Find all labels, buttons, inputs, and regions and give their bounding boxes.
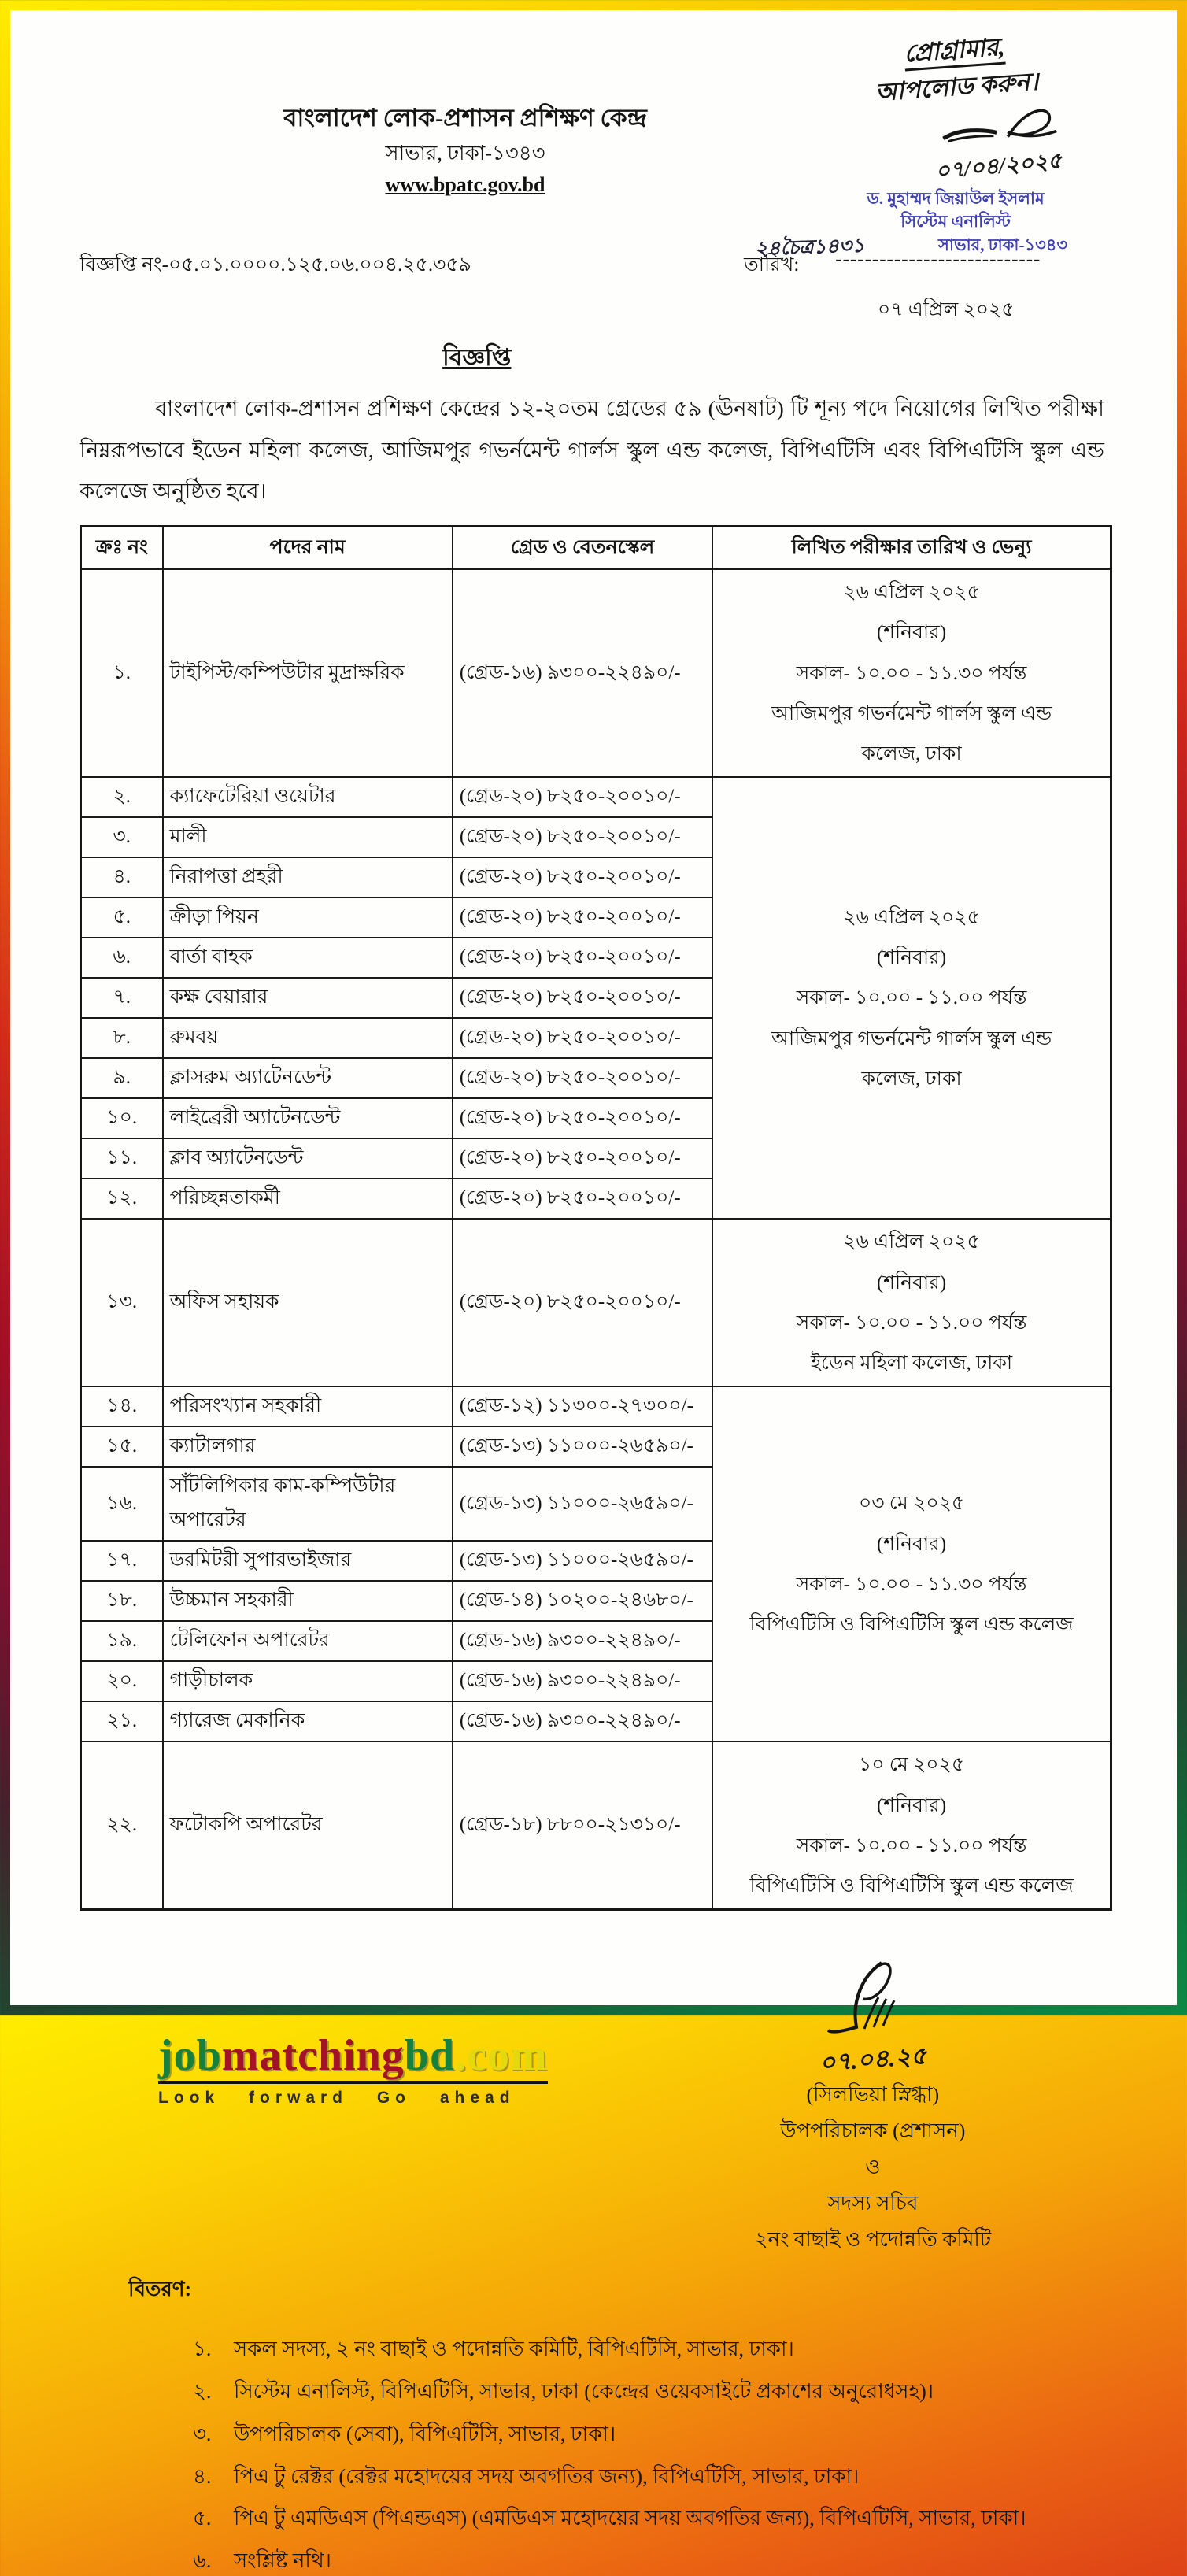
cell-grade-pay: (গ্রেড-১৬) ৯৩০০-২২৪৯০/- [453, 1701, 712, 1741]
page-title: বিজ্ঞপ্তি [442, 344, 512, 371]
signatory-conjunction: ও [865, 2156, 881, 2179]
cell-serial: ৬. [81, 938, 163, 978]
cell-exam-date-venue: ২৬ এপ্রিল ২০২৫ (শনিবার) সকাল- ১০.০০ - ১১.৩০ পর্যন্ত আজিমপুর গভর্নমেন্ট গার্লস স্কুল এন্ড কলেজ, ঢাকা [712, 569, 1111, 777]
cell-post-name: ডরমিটরী সুপারভাইজার [163, 1541, 453, 1581]
distribution-item-text: সিস্টেম এনালিস্ট, বিপিএটিসি, সাভার, ঢাকা (কেন্দ্রের ওয়েবসাইটে প্রকাশের অনুরোধসহ)। [234, 2380, 934, 2404]
cell-post-name: ক্রীড়া পিয়ন [163, 898, 453, 938]
handwritten-annotation-block [754, 32, 1141, 261]
handwritten-line1: প্রোগ্রামার, [903, 33, 1005, 72]
distribution-item-text: সংশ্লিষ্ট নথি। [234, 2548, 331, 2572]
signatory-designation-2: সদস্য সচিব [827, 2191, 919, 2215]
cell-post-name: কক্ষ বেয়ারার [163, 978, 453, 1018]
organization-name: বাংলাদেশ লোক-প্রশাসন প্রশিক্ষণ কেন্দ্র [283, 104, 647, 131]
distribution-item-text: পিএ টু এমডিএস (পিএন্ডএস) (এমডিএস মহোদয়ের সদয় অবগতির জন্য), বিপিএটিসি, সাভার, ঢাকা। [234, 2507, 1026, 2530]
cell-serial: ১৪. [81, 1386, 163, 1427]
table-row [81, 1386, 1111, 1427]
table-header-row [81, 527, 1111, 570]
cell-serial: ১৯. [81, 1621, 163, 1661]
cell-serial: ৭. [81, 978, 163, 1018]
stamp-name: ড. মুহাম্মদ জিয়াউল ইসলাম [867, 189, 1045, 208]
stamp-address: সাভার, ঢাকা-১৩৪৩ [937, 235, 1068, 254]
cell-grade-pay: (গ্রেড-১৬) ৯৩০০-২২৪৯০/- [453, 1621, 712, 1661]
distribution-item-text: উপপরিচালক (সেবা), বিপিএটিসি, সাভার, ঢাকা। [234, 2422, 616, 2445]
cell-grade-pay: (গ্রেড-১৮) ৮৮০০-২১৩১০/- [453, 1741, 712, 1910]
cell-post-name: ক্লাব অ্যাটেনডেন্ট [163, 1138, 453, 1179]
signature-block [755, 1955, 991, 2252]
cell-serial: ২. [81, 777, 163, 817]
table-col-header-1: পদের নাম [163, 527, 453, 570]
logo-tagline: Look forward Go ahead [158, 2089, 516, 2108]
handwritten-line2: আপলোড করুন। [874, 67, 1040, 106]
cell-serial: ১. [81, 569, 163, 777]
cell-post-name: ক্যাফেটেরিয়া ওয়েটার [163, 777, 453, 817]
cell-serial: ২২. [81, 1741, 163, 1910]
cell-post-name: ক্লাসরুম অ্যাটেনডেন্ট [163, 1058, 453, 1098]
logo-wordmark [158, 2030, 548, 2084]
distribution-item-text: সকল সদস্য, ২ নং বাছাই ও পদোন্নতি কমিটি, বিপিএটিসি, সাভার, ঢাকা। [234, 2337, 794, 2361]
cell-grade-pay: (গ্রেড-১৪) ১০২০০-২৪৬৮০/- [453, 1581, 712, 1621]
logo-part: bd [404, 2031, 456, 2081]
organization-address: সাভার, ঢাকা-১৩৪৩ [385, 141, 545, 165]
distribution-section [128, 2273, 1106, 2575]
handwritten-date: ০৭/০৪/২০২৫ [934, 149, 1063, 184]
table-row [81, 777, 1111, 817]
cell-serial: ৪. [81, 857, 163, 898]
exam-schedule-table [80, 525, 1112, 1911]
cell-grade-pay: (গ্রেড-২০) ৮২৫০-২০০১০/- [453, 1138, 712, 1179]
table-row [81, 1741, 1111, 1910]
cell-post-name: উচ্চমান সহকারী [163, 1581, 453, 1621]
cell-post-name: টাইপিস্ট/কম্পিউটার মুদ্রাক্ষরিক [163, 569, 453, 777]
cell-serial: ৮. [81, 1018, 163, 1058]
cell-grade-pay: (গ্রেড-২০) ৮২৫০-২০০১০/- [453, 857, 712, 898]
distribution-item [193, 2419, 1106, 2449]
cell-serial: ১৮. [81, 1581, 163, 1621]
cell-grade-pay: (গ্রেড-২০) ৮২৫০-২০০১০/- [453, 777, 712, 817]
handwritten-bangla-date: ২৪চৈত্র১৪৩১ [754, 235, 865, 261]
stamp-title: সিস্টেম এনালিস্ট [900, 212, 1011, 231]
cell-post-name: নিরাপত্তা প্রহরী [163, 857, 453, 898]
logo-part: matching [221, 2031, 405, 2081]
cell-grade-pay: (গ্রেড-১২) ১১৩০০-২৭৩০০/- [453, 1386, 712, 1427]
cell-post-name: গাড়ীচালক [163, 1661, 453, 1701]
cell-grade-pay: (গ্রেড-১৬) ৯৩০০-২২৪৯০/- [453, 1661, 712, 1701]
cell-post-name: ক্যাটালগার [163, 1427, 453, 1467]
distribution-item-number: ৬. [193, 2548, 212, 2572]
distribution-item-number: ৫. [193, 2507, 212, 2530]
distribution-label: বিতরণ: [128, 2278, 192, 2301]
cell-serial: ২০. [81, 1661, 163, 1701]
notice-ref-number: বিজ্ঞপ্তি নং-০৫.০১.০০০০.১২৫.০৬.০০৪.২৫.৩৫৯ [80, 254, 471, 276]
distribution-item-number: ৩. [193, 2422, 212, 2445]
intro-paragraph: বাংলাদেশ লোক-প্রশাসন প্রশিক্ষণ কেন্দ্রের ১২-২০তম গ্রেডের ৫৯ (ঊনষাট) টি শূন্য পদে নিয়োগের লিখিত পরীক্ষা নিম্নরূপভাবে ইডেন মহিলা কলেজ, আজিমপুর গভর্নমেন্ট গার্লস স্কুল এন্ড কলেজ, বিপিএটিসি এবং বিপিএটিসি স্কুল এন্ড কলেজে অনুষ্ঠিত হবে। [80, 395, 1104, 504]
cell-serial: ১১. [81, 1138, 163, 1179]
official-stamp [754, 187, 1141, 261]
cell-post-name: পরিসংখ্যান সহকারী [163, 1386, 453, 1427]
cell-post-name: রুমবয় [163, 1018, 453, 1058]
cell-grade-pay: (গ্রেড-২০) ৮২৫০-২০০১০/- [453, 1018, 712, 1058]
cell-post-name: টেলিফোন অপারেটর [163, 1621, 453, 1661]
cell-grade-pay: (গ্রেড-১৩) ১১০০০-২৬৫৯০/- [453, 1427, 712, 1467]
signatory-name: (সিলভিয়া স্নিগ্ধা) [806, 2083, 940, 2107]
distribution-item [193, 2334, 1106, 2364]
cell-grade-pay: (গ্রেড-২০) ৮২৫০-২০০১০/- [453, 898, 712, 938]
logo-part: .com [455, 2031, 548, 2081]
cell-grade-pay: (গ্রেড-২০) ৮২৫০-২০০১০/- [453, 1098, 712, 1138]
distribution-item [193, 2377, 1106, 2407]
notice-document [10, 10, 1177, 2572]
cell-grade-pay: (গ্রেড-১৩) ১১০০০-২৬৫৯০/- [453, 1541, 712, 1581]
distribution-item-number: ৪. [193, 2464, 212, 2488]
table-col-header-2: গ্রেড ও বেতনস্কেল [453, 527, 712, 570]
signatory-designation-1: উপপরিচালক (প্রশাসন) [780, 2119, 966, 2143]
signature-icon [755, 1955, 991, 2049]
cell-post-name: অফিস সহায়ক [163, 1219, 453, 1386]
table-col-header-0: ক্রঃ নং [81, 527, 163, 570]
cell-grade-pay: (গ্রেড-২০) ৮২৫০-২০০১০/- [453, 978, 712, 1018]
distribution-item [193, 2504, 1106, 2533]
signatory-designation-3: ২নং বাছাই ও পদোন্নতি কমিটি [754, 2227, 991, 2251]
cell-post-name: লাইব্রেরী অ্যাটেনডেন্ট [163, 1098, 453, 1138]
cell-post-name: গ্যারেজ মেকানিক [163, 1701, 453, 1741]
cell-post-name: ফটোকপি অপারেটর [163, 1741, 453, 1910]
cell-serial: ৫. [81, 898, 163, 938]
cell-grade-pay: (গ্রেড-২০) ৮২৫০-২০০১০/- [453, 817, 712, 857]
cell-post-name: বার্তা বাহক [163, 938, 453, 978]
cell-grade-pay: (গ্রেড-২০) ৮২৫০-২০০১০/- [453, 1058, 712, 1098]
cell-grade-pay: (গ্রেড-২০) ৮২৫০-২০০১০/- [453, 1179, 712, 1219]
table-row [81, 569, 1111, 777]
cell-post-name: মালী [163, 817, 453, 857]
table-col-header-3: লিখিত পরীক্ষার তারিখ ও ভেন্যু [712, 527, 1111, 570]
memo-line [80, 249, 1106, 328]
jobmatchingbd-logo [158, 1955, 548, 2252]
logo-part: job [158, 2031, 222, 2081]
cell-serial: ১৬. [81, 1467, 163, 1541]
cell-exam-date-venue: ০৩ মে ২০২৫ (শনিবার) সকাল- ১০.০০ - ১১.৩০ পর্যন্ত বিপিএটিসি ও বিপিএটিসি স্কুল এন্ড কলেজ [712, 1386, 1111, 1741]
cell-serial: ১০. [81, 1098, 163, 1138]
bottom-section [10, 1955, 1177, 2252]
cell-serial: ৯. [81, 1058, 163, 1098]
cell-grade-pay: (গ্রেড-১৬) ৯৩০০-২২৪৯০/- [453, 569, 712, 777]
cell-grade-pay: (গ্রেড-১৩) ১১০০০-২৬৫৯০/- [453, 1467, 712, 1541]
distribution-item-number: ২. [193, 2380, 212, 2404]
date-value: ০৭ এপ্রিল ২০২৫ [878, 298, 1015, 320]
date-label: তারিখ: [744, 254, 800, 276]
cell-exam-date-venue: ২৬ এপ্রিল ২০২৫ (শনিবার) সকাল- ১০.০০ - ১১.০০ পর্যন্ত ইডেন মহিলা কলেজ, ঢাকা [712, 1219, 1111, 1386]
distribution-item-text: পিএ টু রেক্টর (রেক্টর মহোদয়ের সদয় অবগতির জন্য), বিপিএটিসি, সাভার, ঢাকা। [234, 2464, 860, 2488]
cell-exam-date-venue: ১০ মে ২০২৫ (শনিবার) সকাল- ১০.০০ - ১১.০০ পর্যন্ত বিপিএটিসি ও বিপিএটিসি স্কুল এন্ড কলেজ [712, 1741, 1111, 1910]
signature-date: ০৭.০৪.২৫ [818, 2041, 928, 2077]
cell-serial: ২১. [81, 1701, 163, 1741]
cell-serial: ১২. [81, 1179, 163, 1219]
cell-serial: ১৭. [81, 1541, 163, 1581]
distribution-item [193, 2462, 1106, 2492]
cell-serial: ৩. [81, 817, 163, 857]
website-link[interactable]: www.bpatc.gov.bd [385, 173, 545, 197]
cell-exam-date-venue: ২৬ এপ্রিল ২০২৫ (শনিবার) সকাল- ১০.০০ - ১১.০০ পর্যন্ত আজিমপুর গভর্নমেন্ট গার্লস স্কুল এন্ড কলেজ, ঢাকা [712, 777, 1111, 1219]
distribution-item [193, 2546, 1106, 2576]
cell-grade-pay: (গ্রেড-২০) ৮২৫০-২০০১০/- [453, 1219, 712, 1386]
table-row [81, 1219, 1111, 1386]
cell-grade-pay: (গ্রেড-২০) ৮২৫০-২০০১০/- [453, 938, 712, 978]
cell-post-name: পরিচ্ছন্নতাকর্মী [163, 1179, 453, 1219]
cell-serial: ১৩. [81, 1219, 163, 1386]
cell-serial: ১৫. [81, 1427, 163, 1467]
distribution-item-number: ১. [193, 2337, 212, 2361]
date-dashed-line: ---------------------------- [835, 248, 1041, 270]
cell-post-name: সাঁটলিপিকার কাম-কম্পিউটার অপারেটর [163, 1467, 453, 1541]
